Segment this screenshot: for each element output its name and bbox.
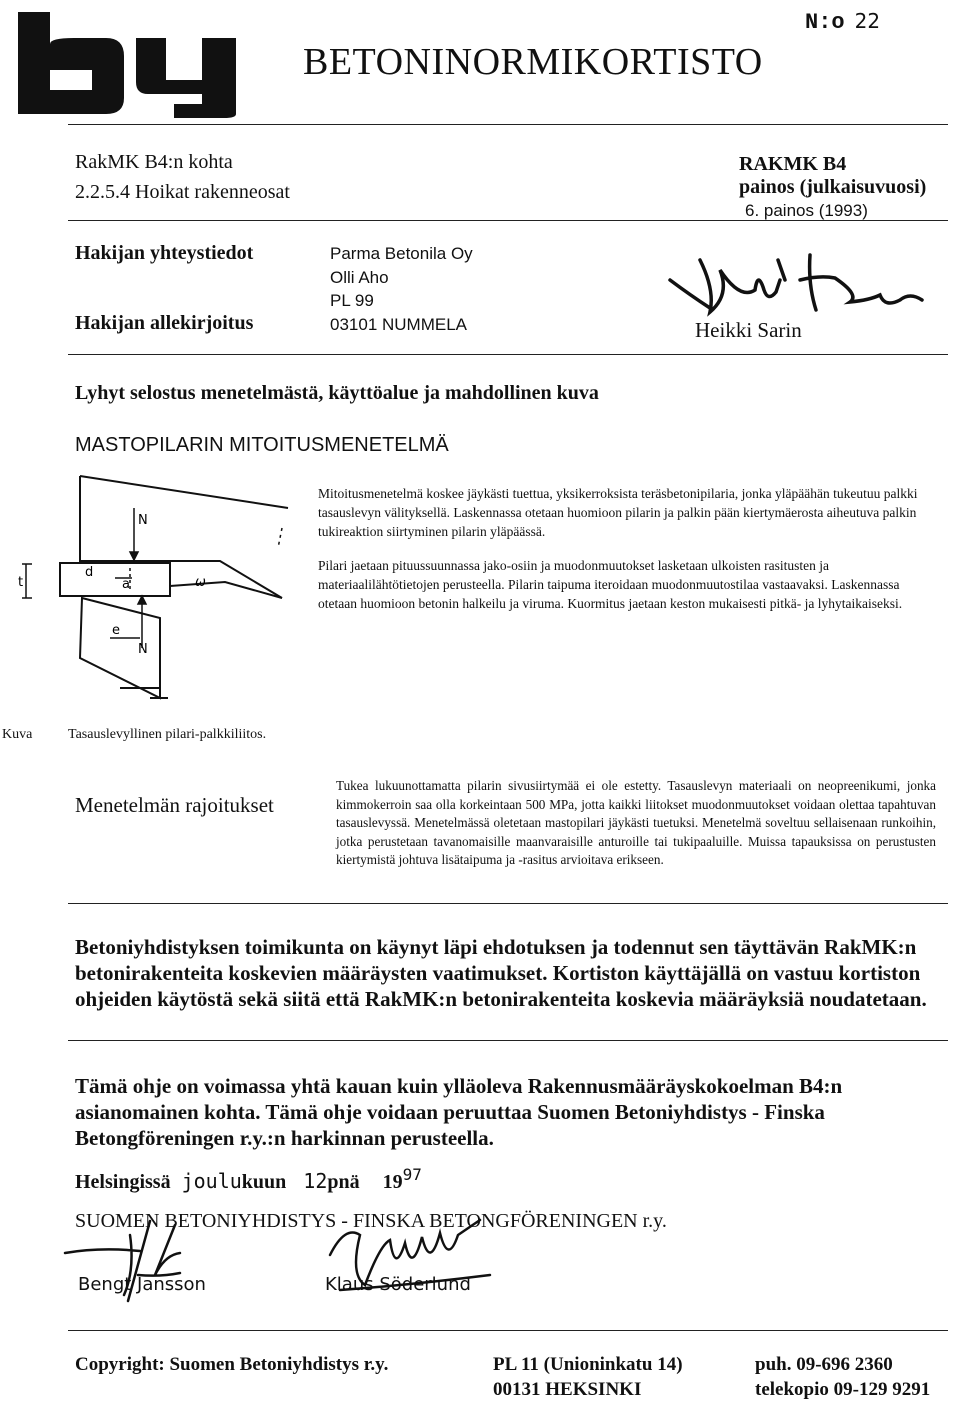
contact-label: Hakijan yhteystiedot (75, 242, 254, 264)
address-line: Olli Aho (330, 267, 389, 287)
divider (68, 1040, 948, 1041)
figure-label-omega: ω (195, 575, 206, 590)
signer-1: Bengt Jansson (78, 1274, 206, 1295)
signature-heikki (660, 240, 950, 330)
number-label: N:o (805, 10, 845, 35)
date-year-prefix: 19 (382, 1171, 403, 1193)
divider (68, 1330, 948, 1331)
footer-copyright: Copyright: Suomen Betoniyhdistys r.y. (75, 1354, 389, 1375)
description-para-2: Pilari jaetaan pituussuunnassa jako-osiin ja muodonmuutokset lasketaan ulkoisten rasitusten ja materiaalilähtötietojen perusteella. Pilarin taipuma iteroidaan muodonmuutostilaa vastaavaksi. Laskennassa otetaan huomioon betonin halkeilu ja viruma. Kuormitus jaetaan keston mukaisesti pitkä- ja lyhytaikaiseksi. (318, 558, 903, 611)
figure-label-a: a (122, 577, 130, 592)
divider (68, 903, 948, 904)
description-para-1: Mitoitusmenetelmä koskee jäykästi tuettua, yksikerroksista teräsbetonipilaria, jonka yläpäähän tukeutuu palkki tasauslevyn välityksellä. Laskennassa otetaan huomioon pilarin ja palkin pään kiertymäerosta aiheutuva palkin tukireaktion siirtyminen pilarin yläpäässä. (318, 486, 918, 539)
ref-right-1: RAKMK B4 (739, 153, 847, 175)
by-logo (14, 8, 246, 118)
date-place: Helsingissä (75, 1171, 171, 1193)
method-title: MASTOPILARIN MITOITUSMENETELMÄ (75, 434, 449, 456)
figure-label-t: t (18, 575, 24, 590)
signature-label: Hakijan allekirjoitus (75, 312, 254, 334)
signer-name: Heikki Sarin (695, 318, 802, 342)
figure-label-n-bottom: N (138, 642, 148, 657)
date-line (75, 1162, 422, 1195)
date-month: joulu (181, 1169, 242, 1193)
card-number (805, 8, 880, 35)
validity-statement: Tämä ohje on voimassa yhtä kauan kuin ylläoleva Rakennusmääräyskokoelman B4:n asianomainen kohta. Tämä ohje voidaan peruuttaa Suomen Betoniyhdistys - Finska Betongföreningen r.y.:n harkinnan perusteella. (75, 1074, 843, 1150)
signer-2: Klaus Söderlund (325, 1274, 471, 1295)
number-value: 22 (854, 9, 881, 33)
address-line: 03101 NUMMELA (330, 314, 468, 334)
divider (68, 220, 948, 221)
description-heading: Lyhyt selostus menetelmästä, käyttöalue ja mahdollinen kuva (75, 382, 599, 404)
footer-fax: telekopio 09-129 9291 (755, 1379, 931, 1400)
divider (68, 354, 948, 355)
figure-label-n-top: N (138, 513, 148, 528)
ref-right-3: 6. painos (1993) (745, 201, 868, 220)
date-day-suffix: pnä (327, 1171, 360, 1193)
footer-address-1: PL 11 (Unioninkatu 14) (493, 1354, 683, 1375)
date-month-suffix: kuun (241, 1171, 287, 1193)
address-line: Parma Betonila Oy (330, 244, 473, 263)
figure-label-d: d (85, 565, 94, 580)
applicant-address (330, 242, 473, 336)
figure-label-e: e (112, 623, 120, 638)
divider (68, 124, 948, 125)
address-line: PL 99 (330, 291, 374, 310)
date-year-suffix: 97 (402, 1165, 422, 1184)
ref-left-1: RakMK B4:n kohta (75, 151, 233, 173)
footer-phone: puh. 09-696 2360 (755, 1354, 893, 1375)
ref-right-2: painos (julkaisuvuosi) (739, 176, 927, 198)
date-day: 12 (303, 1169, 328, 1193)
caption-label: Kuva (2, 727, 33, 742)
column-beam-figure (20, 468, 300, 718)
restrictions-text: Tukea lukuunottamatta pilarin sivusiirtymää ei ole estetty. Tasauslevyn materiaali on neopreenikumi, jonka kimmokerroin saa olla korkeintaan 500 MPa, jotta kaikki liitokset muodonmuutokset voidaan olettaa tapahtuvan tasauslevyssä. Menetelmässä oletetaan mastopilari jäykästi tuetuksi. Menetelmä soveltuu sellaisenaan runkoihin, jotka perustetaan tavanomaisille maanvaraisille anturoille tai tukipaaluille. Muissa tapauksissa on perustusten kiertymistä johtuva lisätaipuma ja -rasitus arvioitava erikseen. (336, 778, 936, 867)
ref-left-2: 2.2.5.4 Hoikat rakenneosat (75, 181, 290, 203)
page-title: BETONINORMIKORTISTO (303, 41, 763, 83)
footer-address-2: 00131 HEKSINKI (493, 1379, 642, 1400)
restrictions-label: Menetelmän rajoitukset (75, 793, 274, 817)
committee-statement: Betoniyhdistyksen toimikunta on käynyt läpi ehdotuksen ja todennut sen täyttävän RakMK:n betonirakenteita koskevien määräysten vaatimukset. Kortiston käyttäjällä on vastuu kortiston ohjeiden käytöstä sekä siitä että RakMK:n betonirakenteita koskevia määräyksiä noudatetaan. (75, 935, 927, 1011)
figure-caption: Tasauslevyllinen pilari-palkkiliitos. (68, 727, 267, 742)
association-name: SUOMEN BETONIYHDISTYS - FINSKA BETONGFÖRENINGEN r.y. (75, 1210, 667, 1232)
